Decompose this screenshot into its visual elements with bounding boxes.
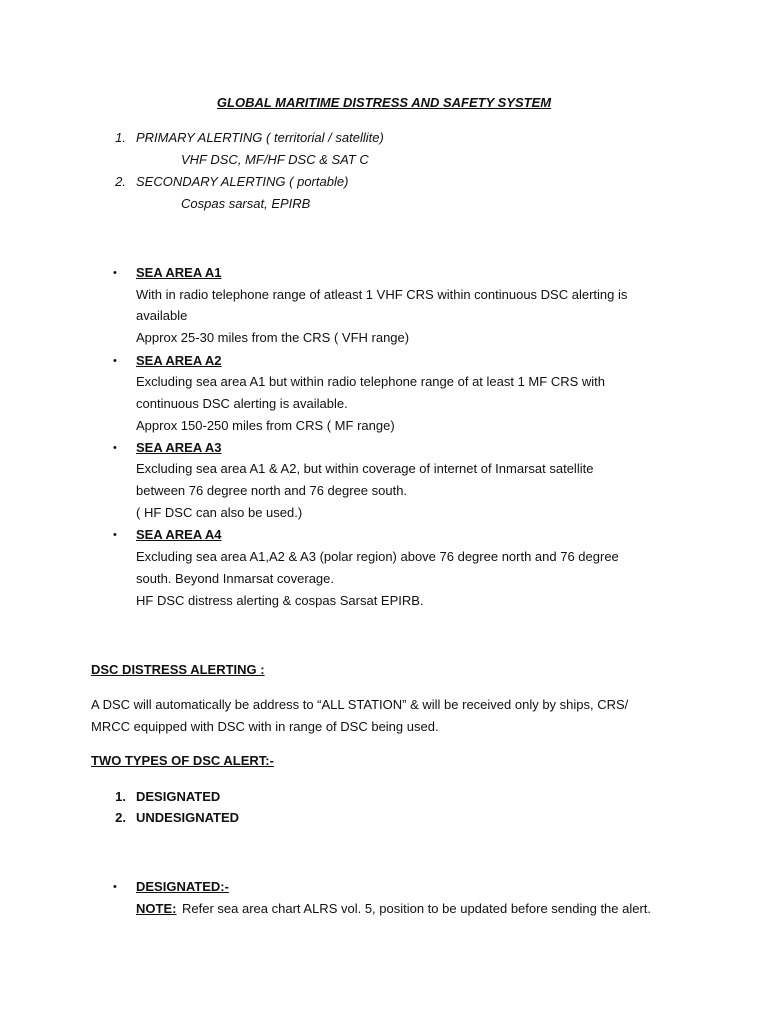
designated-heading: DESIGNATED:-	[136, 879, 229, 894]
types-item-2-label: UNDESIGNATED	[136, 810, 240, 825]
types-item-1-label: DESIGNATED	[136, 789, 221, 804]
dsc-paragraph-line: MRCC equipped with DSC with in range of DSC being used.	[91, 719, 439, 734]
types-item-1-number: 1.	[115, 789, 126, 804]
types-heading: TWO TYPES OF DSC ALERT:-	[91, 753, 274, 768]
sea-area-a1-line: With in radio telephone range of atleast 1 VHF CRS within continuous DSC alerting is	[136, 287, 628, 302]
types-item-2-number: 2.	[115, 810, 126, 825]
sea-area-a2-heading: SEA AREA A2	[136, 353, 222, 368]
sea-area-a2-line: Approx 150-250 miles from CRS ( MF range)	[136, 418, 395, 433]
dsc-paragraph-line: A DSC will automatically be address to “ALL STATION” & will be received only by ships, CRS/	[91, 697, 629, 712]
sea-area-a3-heading: SEA AREA A3	[136, 440, 222, 455]
bullet-icon: •	[113, 881, 117, 893]
bullet-icon: •	[113, 267, 117, 279]
alerting-item-1-number: 1.	[115, 130, 126, 145]
sea-area-a4-line: HF DSC distress alerting & cospas Sarsat EPIRB.	[136, 593, 424, 608]
sea-area-a4-line: south. Beyond Inmarsat coverage.	[136, 571, 335, 586]
bullet-icon: •	[113, 529, 117, 541]
sea-area-a4-line: Excluding sea area A1,A2 & A3 (polar region) above 76 degree north and 76 degree	[136, 549, 619, 564]
sea-area-a3-line: Excluding sea area A1 & A2, but within coverage of internet of Inmarsat satellite	[136, 461, 594, 476]
note-text: Refer sea area chart ALRS vol. 5, position to be updated before sending the alert.	[182, 901, 652, 916]
alerting-item-2-number: 2.	[115, 174, 126, 189]
sea-area-a1-heading: SEA AREA A1	[136, 265, 222, 280]
note-label: NOTE:	[136, 901, 177, 916]
sea-area-a1-line: available	[136, 308, 188, 323]
sea-area-a2-line: continuous DSC alerting is available.	[136, 396, 348, 411]
alerting-item-2-label: SECONDARY ALERTING ( portable)	[136, 174, 349, 189]
sea-area-a3-line: ( HF DSC can also be used.)	[136, 505, 303, 520]
bullet-icon: •	[113, 355, 117, 367]
dsc-heading: DSC DISTRESS ALERTING :	[91, 662, 265, 677]
sea-area-a4-heading: SEA AREA A4	[136, 527, 222, 542]
sea-area-a2-line: Excluding sea area A1 but within radio telephone range of at least 1 MF CRS with	[136, 374, 605, 389]
page-title: GLOBAL MARITIME DISTRESS AND SAFETY SYSTEM	[216, 95, 552, 110]
alerting-item-1-label: PRIMARY ALERTING ( territorial / satellite)	[136, 130, 384, 145]
sea-area-a3-line: between 76 degree north and 76 degree south.	[136, 483, 408, 498]
alerting-item-1-detail: VHF DSC, MF/HF DSC & SAT C	[181, 152, 369, 167]
bullet-icon: •	[113, 442, 117, 454]
alerting-item-2-detail: Cospas sarsat, EPIRB	[181, 196, 311, 211]
sea-area-a1-line: Approx 25-30 miles from the CRS ( VFH range)	[136, 330, 410, 345]
